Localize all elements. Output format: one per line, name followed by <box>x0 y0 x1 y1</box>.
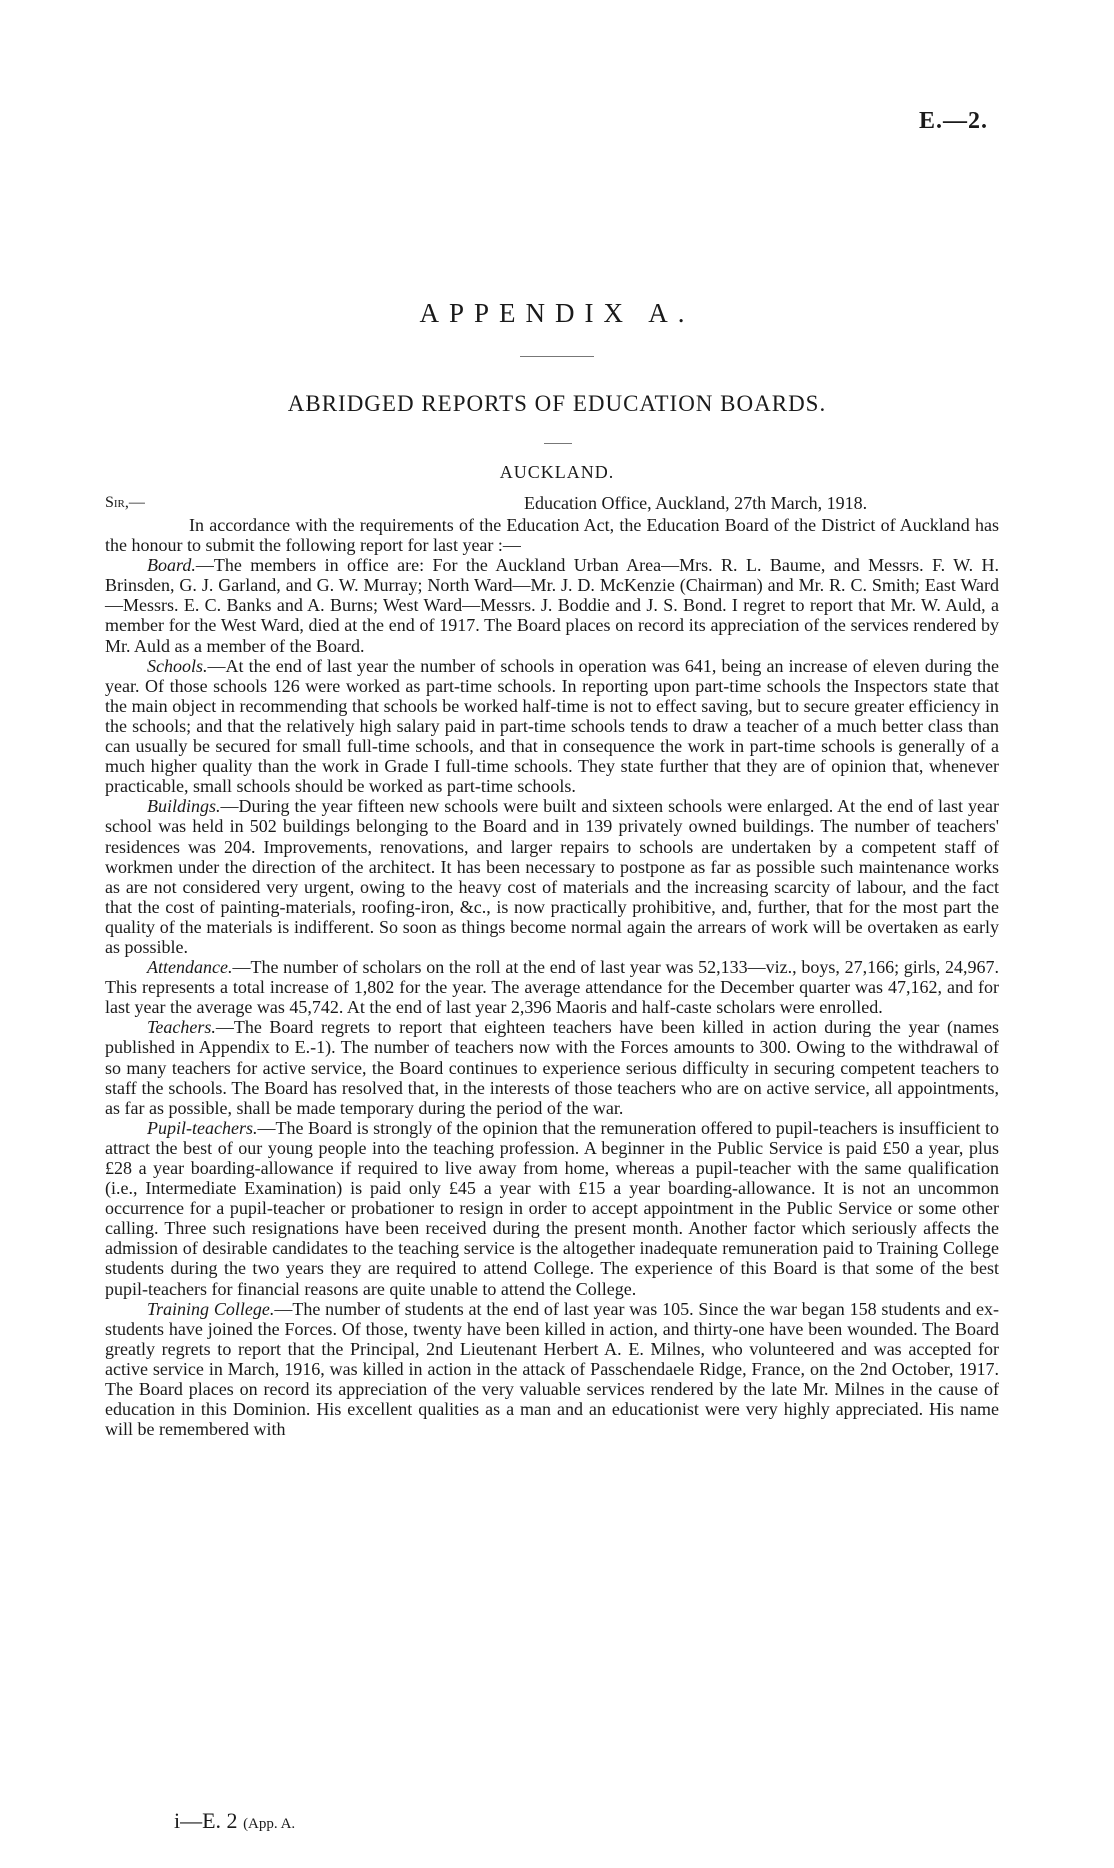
paragraph-text: —The members in office are: For the Auckland Urban Area—Mrs. R. L. Baume, and Messrs. F. W. H. Brinsden, G. J. Garland, and G. W. Murray; North Ward—Mr. J. D. McKenzie (Chairman) and Mr. R. C. Smith; East Ward—Messrs. E. C. Banks and A. Burns; West Ward—Messrs. J. Boddie and J. S. Bond. I regret to report that Mr. W. Auld, a member for the West Ward, died at the end of 1917. The Board places on record its appreciation of the services rendered by Mr. Auld as a member of the Board. <box>105 555 999 656</box>
paragraph-schools <box>105 656 999 797</box>
appendix-heading: APPENDIX A. <box>419 298 695 328</box>
dateline: Education Office, Auckland, 27th March, 1918. <box>524 493 868 513</box>
salutation: Sir,— <box>105 494 145 511</box>
paragraph-training-college <box>105 1299 999 1440</box>
paragraph-board <box>105 555 999 655</box>
divider <box>520 356 594 357</box>
paragraph-attendance <box>105 957 999 1017</box>
paragraph-text: —The number of scholars on the roll at the end of last year was 52,133—viz., boys, 27,166; girls, 24,967. This represents a total increase of 1,802 for the year. The average attendance for the December quarter was 47,162, and for last year the average was 45,742. At the end of last year 2,396 Maoris and half-caste scholars were enrolled. <box>105 957 999 1018</box>
page-footer <box>174 1808 295 1834</box>
section-title: ABRIDGED REPORTS OF EDUCATION BOARDS. <box>287 391 827 416</box>
paragraph-pupil-teachers <box>105 1118 999 1299</box>
paragraph-text: —The number of students at the end of last year was 105. Since the war began 158 students and ex-students have joined the Forces. Of those, twenty have been killed in action, and thirty-one have been wounded. The Board greatly regrets to report that the Principal, 2nd Lieutenant Herbert A. E. Milnes, who volunteered and was accepted for active service in March, 1916, was killed in action in the attack of Passchendaele Ridge, France, on the 2nd October, 1917. The Board places on record its appreciation of the very valuable services rendered by the late Mr. Milnes in the cause of education in this Dominion. His excellent qualities as a man and an educationist were very highly appreciated. His name will be remembered with <box>105 1298 999 1440</box>
paragraph-text: —The Board regrets to report that eighteen teachers have been killed in action during the year (names published in Appendix to E.-1). The number of teachers now with the Forces amounts to 300. Owing to the withdrawal of so many teachers for active service, the Board continues to experience serious difficulty in securing competent teachers to staff the schools. The Board has resolved that, in the interests of those teachers who are on active service, all appointments, as far as possible, shall be made temporary during the period of the war. <box>105 1017 999 1118</box>
paragraph-lead: Board. <box>147 555 196 576</box>
paragraph-text: —The Board is strongly of the opinion that the remuneration offered to pupil-teachers is insufficient to attract the best of our young people into the teaching profession. A beginner in the Public Service is paid £50 a year, plus £28 a year boarding-allowance if required to live away from home, whereas a pupil-teacher with the same qualification (i.e., Intermediate Examination) is paid only £45 a year with £15 a year boarding-allowance. It is not an uncommon occurrence for a pupil-teacher or probationer to resign in order to accept appointment in the Public Service or some other calling. Three such resignations have been received during the present month. Another factor which seriously affects the admission of desirable candidates to the teaching service is the altogether inadequate remuneration paid to Training College students during the two years they are required to attend College. The experience of this Board is that some of the best pupil-teachers for financial reasons are quite unable to attend the College. <box>105 1117 999 1299</box>
report-body <box>105 515 999 1439</box>
footer-signature: i—E. 2 <box>174 1808 238 1833</box>
region-heading: AUCKLAND. <box>499 462 615 482</box>
divider <box>544 443 572 444</box>
paragraph-buildings <box>105 796 999 957</box>
paragraph-lead: Training College. <box>147 1298 275 1319</box>
paragraph-teachers <box>105 1017 999 1117</box>
paragraph-lead: Pupil-teachers. <box>147 1117 258 1138</box>
footer-note: (App. A. <box>243 1816 296 1832</box>
paragraph-text: —During the year fifteen new schools were built and sixteen schools were enlarged. At the end of last year school was held in 502 buildings belonging to the Board and in 139 privately owned buildings. The number of teachers' residences was 204. Improvements, renovations, and larger repairs to schools are undertaken by a competent staff of workmen under the direction of the architect. It has been necessary to postpone as far as possible such maintenance works as are not considered very urgent, owing to the heavy cost of materials and the increasing scarcity of labour, and the fact that the cost of painting-materials, roofing-iron, &c., is now practically prohibitive, and, further, that for the most part the quality of the materials is indifferent. So soon as things become normal again the arrears of work will be overtaken as early as possible. <box>105 796 999 957</box>
paragraph-text: —At the end of last year the number of schools in operation was 641, being an increase of eleven during the year. Of those schools 126 were worked as part-time schools. In reporting upon part-time schools the Inspectors state that the main object in recommending that schools be worked half-time is not to effect saving, but to secure greater efficiency in the schools; and that the relatively high salary paid in part-time schools tends to draw a teacher of a much better class than can usually be secured for small full-time schools, and that in consequence the work in part-time schools is generally of a much higher quality than the work in Grade I full-time schools. They state further that they are of opinion that, whenever practicable, small schools should be worked as part-time schools. <box>105 655 999 797</box>
page-identifier: E.—2. <box>918 108 988 134</box>
paragraph-lead: Schools. <box>147 655 208 676</box>
paragraph-lead: Buildings. <box>147 796 221 817</box>
intro-paragraph: In accordance with the requirements of the Education Act, the Education Board of the District of Auckland has the honour to submit the following report for last year :— <box>105 515 999 556</box>
paragraph-lead: Attendance. <box>147 957 233 978</box>
paragraph-lead: Teachers. <box>147 1017 216 1038</box>
